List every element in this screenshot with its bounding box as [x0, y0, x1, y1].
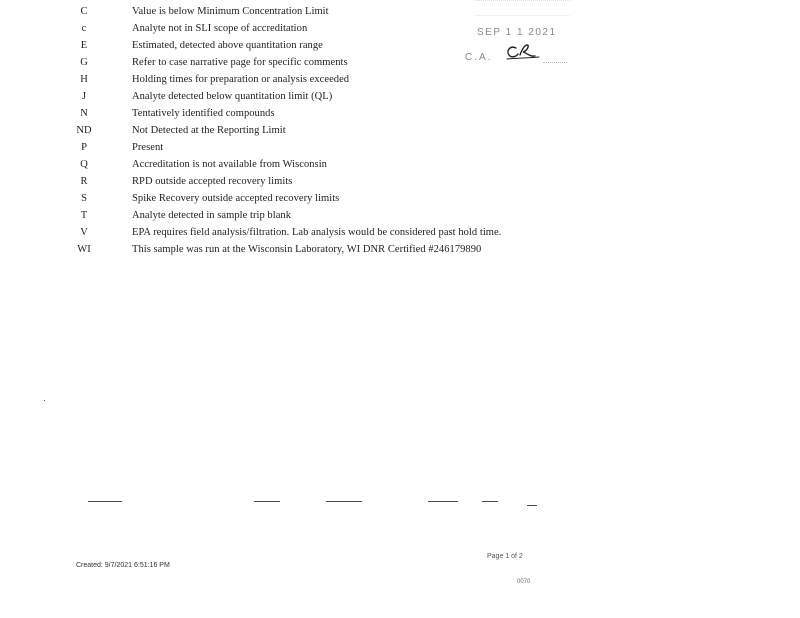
qualifier-description: Not Detected at the Reporting Limit [132, 125, 286, 136]
signature-line [254, 501, 280, 502]
qualifier-row [0, 88, 560, 105]
created-timestamp: Created: 9/7/2021 6:51:16 PM [76, 562, 170, 569]
qualifier-code: T [80, 210, 88, 221]
qualifier-code: E [80, 40, 88, 51]
qualifier-row [0, 241, 560, 258]
qualifier-row [0, 122, 560, 139]
qualifier-description: Estimated, detected above quantitation range [132, 40, 323, 51]
qualifier-code: WI [77, 244, 91, 255]
page-mark: 0070 [517, 579, 531, 585]
signature-line [428, 501, 458, 502]
qualifier-code: V [80, 227, 88, 238]
qualifier-row [0, 156, 560, 173]
qualifier-code: S [81, 193, 87, 204]
qualifier-description: This sample was run at the Wisconsin Laboratory, WI DNR Certified #246179890 [132, 244, 482, 255]
qualifier-code: P [81, 142, 87, 153]
qualifier-code: G [80, 57, 88, 68]
stamp-header-smudge [475, 0, 570, 16]
qualifier-description: Accreditation is not available from Wisconsin [132, 159, 327, 170]
qualifier-code: H [80, 74, 88, 85]
qualifier-row [0, 71, 560, 88]
signature-line [527, 505, 537, 506]
qualifier-code: C [80, 6, 88, 17]
qualifier-description: Refer to case narrative page for specific comments [132, 57, 348, 68]
qualifier-description: Tentatively identified compounds [132, 108, 275, 119]
qualifier-code: R [80, 176, 88, 187]
stamp-initials: C.A. [465, 52, 493, 63]
qualifier-description: Analyte not in SLI scope of accreditation [132, 23, 308, 34]
qualifier-description: Spike Recovery outside accepted recovery limits [132, 193, 340, 204]
qualifier-description: Present [132, 142, 164, 153]
qualifier-row [0, 190, 560, 207]
qualifier-row [0, 139, 560, 156]
qualifier-row [0, 207, 560, 224]
qualifier-code: N [80, 108, 88, 119]
signature-line [482, 501, 498, 502]
handwritten-signature [503, 40, 543, 64]
qualifier-code: J [81, 91, 87, 102]
signature-line [88, 501, 122, 502]
stamp-underline [543, 62, 567, 63]
received-stamp [455, 0, 575, 72]
page-number: Page 1 of 2 [487, 553, 523, 560]
qualifier-code: c [81, 23, 87, 34]
qualifier-description: EPA requires field analysis/filtration. Lab analysis would be considered past hold time. [132, 227, 502, 238]
stamp-date: SEP 1 1 2021 [477, 27, 557, 38]
qualifier-description: RPD outside accepted recovery limits [132, 176, 293, 187]
qualifier-description: Analyte detected below quantitation limit (QL) [132, 91, 333, 102]
qualifier-row [0, 224, 560, 241]
qualifier-row [0, 173, 560, 190]
qualifier-description: Value is below Minimum Concentration Limit [132, 6, 329, 17]
qualifier-description: Analyte detected in sample trip blank [132, 210, 292, 221]
qualifier-code: Q [80, 159, 88, 170]
scan-speck [44, 400, 45, 401]
signature-line [326, 501, 362, 502]
qualifier-description: Holding times for preparation or analysis exceeded [132, 74, 350, 85]
qualifier-code: ND [76, 125, 92, 136]
qualifier-row [0, 105, 560, 122]
